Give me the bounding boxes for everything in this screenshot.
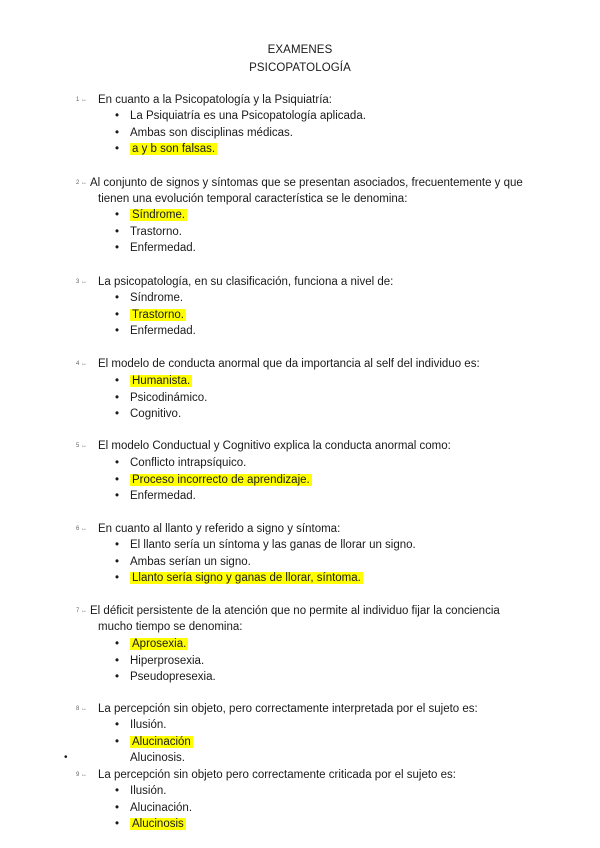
option-correct: • a y b son falsas. [112,141,366,158]
option: • Pseudopresexia. [112,669,216,686]
option: • Alucinación. [112,800,192,817]
bullet-icon: • [115,292,120,304]
question-number: 9 ↔ [76,772,88,778]
question-5 [76,438,526,454]
bullet-icon: • [115,555,120,568]
bullet-icon: • [115,671,120,683]
bullet-icon: • [115,490,120,502]
options-8 [112,717,193,750]
bullet-icon: • [115,375,120,387]
option-correct: • Proceso incorrecto de aprendizaje. [112,472,312,489]
option: • Ilusión. [112,783,192,800]
options-9 [112,783,192,833]
option-correct: • Llanto sería signo y ganas de llorar, síntoma. [112,570,416,587]
doc-subtitle: PSICOPATOLOGÍA [249,62,351,74]
question-number: 3 ↔ [76,279,88,285]
option-correct: • Síndrome. [112,207,196,224]
question-text: El modelo Conductual y Cognitivo explica la conducta anormal como: [98,440,451,452]
question-number: 1 ↔ [76,97,88,103]
question-text: La percepción sin objeto pero correctamente criticada por el sujeto es: [98,769,456,781]
question-number: 7 ↔ [76,608,88,614]
question-text: La psicopatología, en su clasificación, funciona a nivel de: [98,276,394,288]
bullet-icon: • [115,408,120,420]
option: • Cognitivo. [112,406,207,423]
bullet-icon: • [115,325,120,337]
stray-option-text: Alucinosis. [130,752,185,764]
bullet-icon: • [115,209,120,221]
question-3 [76,274,526,290]
options-2 [112,207,196,257]
question-8 [76,701,526,717]
bullet-icon: • [115,242,120,254]
question-4 [76,356,526,372]
option-correct: • Alucinosis [112,816,192,833]
option: • Enfermedad. [112,323,196,340]
question-2 [76,175,526,207]
option: • La Psiquiatría es una Psicopatología aplicada. [112,108,366,125]
question-text: Al conjunto de signos y síntomas que se presentan asociados, frecuentemente y que tienen una evolución temporal característica se le denomina: [90,177,523,205]
option-correct: • Trastorno. [112,307,196,324]
option: • Ambas son disciplinas médicas. [112,125,366,142]
option: • Conflicto intrapsíquico. [112,455,312,472]
option: • Ilusión. [112,717,193,734]
options-7 [112,636,216,686]
question-text: En cuanto a la Psicopatología y la Psiquiatría: [98,94,332,106]
bullet-icon: • [115,539,120,551]
option-correct: • Aprosexia. [112,636,216,653]
option: • Enfermedad. [112,240,196,257]
bullet-icon: • [115,785,120,797]
doc-title: EXAMENES [267,44,333,56]
options-1 [112,108,366,158]
question-number: 5 ↔ [76,443,88,449]
bullet-icon: • [115,719,120,731]
options-4 [112,373,207,423]
option: • Trastorno. [112,224,196,241]
question-1 [76,92,526,108]
options-6 [112,537,416,587]
bullet-icon: • [115,457,120,469]
option-correct: • Humanista. [112,373,207,390]
option: • Psicodinámico. [112,390,207,407]
option: • Ambas serían un signo. [112,554,416,571]
question-number: 6 ↔ [76,526,88,532]
question-text: La percepción sin objeto, pero correctamente interpretada por el sujeto es: [98,703,478,715]
question-number: 2 ↔ [76,180,88,186]
question-text: En cuanto al llanto y referido a signo y síntoma: [98,523,341,535]
bullet-icon: • [115,654,120,667]
stray-bullet-icon: • [64,752,68,763]
bullet-icon: • [115,126,120,139]
option: • Síndrome. [112,290,196,307]
bullet-icon: • [115,110,120,122]
options-3 [112,290,196,340]
question-text: El déficit persistente de la atención que no permite al individuo fijar la conciencia mucho tiempo se denomina: [90,605,500,633]
bullet-icon: • [115,638,120,650]
question-9 [76,767,526,783]
options-5 [112,455,312,505]
bullet-icon: • [115,308,120,321]
bullet-icon: • [115,572,120,584]
option: • Hiperprosexia. [112,653,216,670]
question-7 [76,603,526,635]
bullet-icon: • [115,225,120,238]
question-text: El modelo de conducta anormal que da importancia al self del individuo es: [98,358,480,370]
bullet-icon: • [115,801,120,814]
bullet-icon: • [115,143,120,155]
question-number: 4 ↔ [76,361,88,367]
option-correct: • Alucinación [112,734,193,751]
bullet-icon: • [115,735,120,748]
bullet-icon: • [115,391,120,404]
question-6 [76,521,526,537]
option: • El llanto sería un síntoma y las ganas de llorar un signo. [112,537,416,554]
option: • Enfermedad. [112,488,312,505]
question-number: 8 ↔ [76,706,88,712]
bullet-icon: • [115,818,120,830]
bullet-icon: • [115,473,120,486]
